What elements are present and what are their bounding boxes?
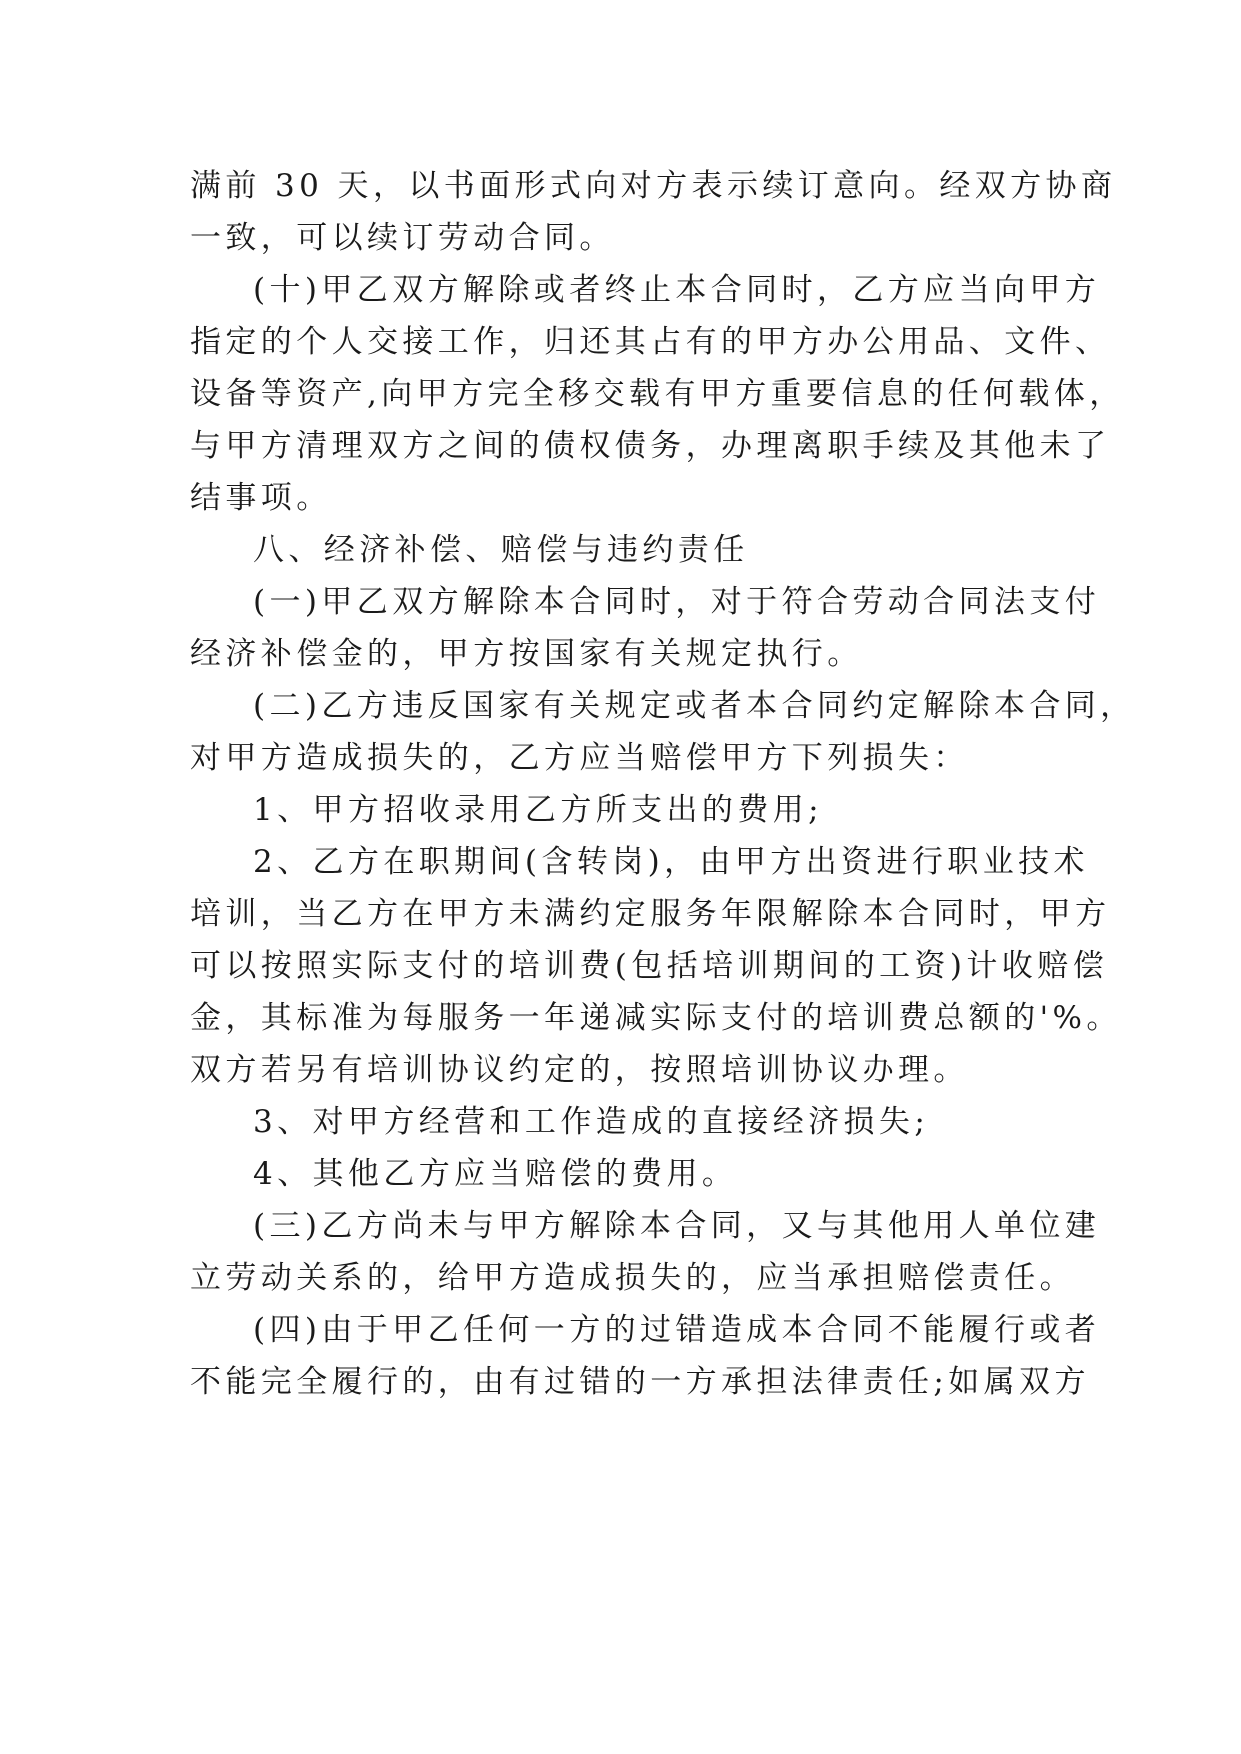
list-item-line: 2、乙方在职期间(含转岗)，由甲方出资进行职业技术 [253, 844, 1089, 880]
text-line: 设备等资产,向甲方完全移交载有甲方重要信息的任何载体， [190, 376, 1125, 412]
paragraph-start-line: (二)乙方违反国家有关规定或者本合同约定解除本合同， [253, 688, 1136, 724]
paragraph-start-line: (一)甲乙双方解除本合同时，对于符合劳动合同法支付 [253, 584, 1101, 620]
text-line: 结事项。 [190, 480, 332, 516]
document-body [190, 160, 1136, 1408]
text-line: 不能完全履行的，由有过错的一方承担法律责任;如属双方 [190, 1364, 1090, 1400]
list-item-line: 4、其他乙方应当赔偿的费用。 [253, 1156, 738, 1192]
text-line: 可以按照实际支付的培训费(包括培训期间的工资)计收赔偿 [190, 948, 1108, 984]
text-line: 指定的个人交接工作，归还其占有的甲方办公用品、文件、 [190, 324, 1111, 360]
paragraph-start-line: (十)甲乙双方解除或者终止本合同时，乙方应当向甲方 [253, 272, 1101, 308]
section-heading: 八、经济补偿、赔偿与违约责任 [253, 532, 749, 568]
text-line: 培训，当乙方在甲方未满约定服务年限解除本合同时，甲方 [190, 896, 1111, 932]
paragraph-start-line: (四)由于甲乙任何一方的过错造成本合同不能履行或者 [253, 1312, 1101, 1348]
text-line: 立劳动关系的，给甲方造成损失的，应当承担赔偿责任。 [190, 1260, 1075, 1296]
text-line: 与甲方清理双方之间的债权债务，办理离职手续及其他未了 [190, 428, 1111, 464]
text-line: 双方若另有培训协议约定的，按照培训协议办理。 [190, 1052, 969, 1088]
text-line: 一致，可以续订劳动合同。 [190, 220, 615, 256]
list-item-line: 1、甲方招收录用乙方所支出的费用; [253, 792, 823, 828]
paragraph-start-line: (三)乙方尚未与甲方解除本合同，又与其他用人单位建 [253, 1208, 1101, 1244]
text-line: 金，其标准为每服务一年递减实际支付的培训费总额的'%。 [190, 1000, 1122, 1036]
text-line: 满前 30 天，以书面形式向对方表示续订意向。经双方协商 [190, 168, 1117, 204]
text-line: 经济补偿金的，甲方按国家有关规定执行。 [190, 636, 863, 672]
list-item-line: 3、对甲方经营和工作造成的直接经济损失; [253, 1104, 930, 1140]
text-line: 对甲方造成损失的，乙方应当赔偿甲方下列损失： [190, 740, 969, 776]
